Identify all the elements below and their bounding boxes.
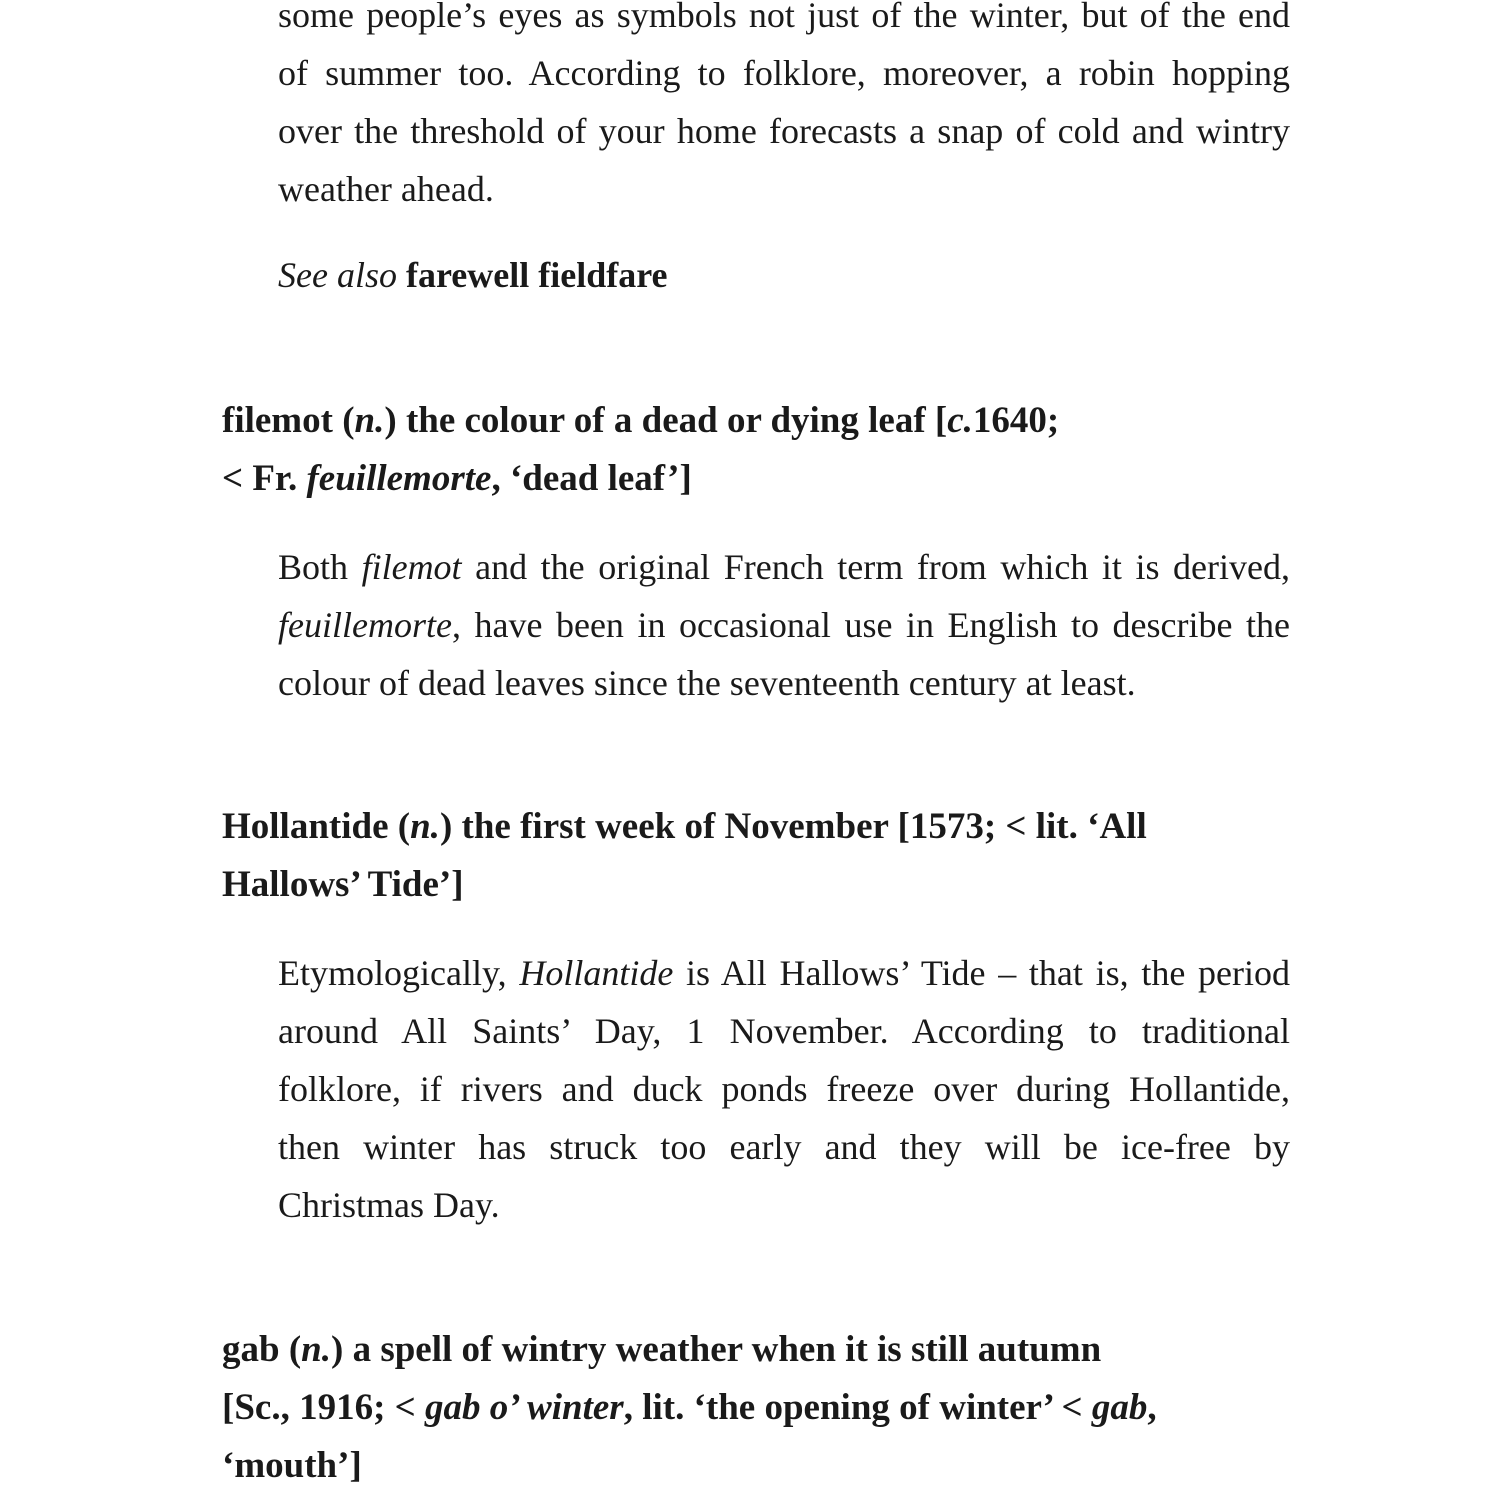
definition: a spell of wintry weather when it is still autumn (352, 1329, 1102, 1370)
headword: gab (222, 1329, 280, 1370)
entry-heading-filemot: filemot (n.) the colour of a dead or dying leaf [c.1640; < Fr. feuillemorte, ‘dead leaf’] (222, 400, 1060, 499)
text-line: Christmas Day. (278, 1185, 500, 1225)
entry-body-filemot (278, 538, 1290, 712)
text-line: then winter has struck too early and they will be ice-free by (278, 1127, 1290, 1167)
etymology-term: feuillemorte (306, 458, 492, 499)
see-also-label: See also (278, 255, 397, 295)
etymology-date: 1640; (972, 400, 1060, 441)
etymology-root: gab (1091, 1387, 1148, 1428)
etymology-gloss-continued: ‘mouth’] (222, 1445, 362, 1486)
text-line: Both filemot and the original French term from which it is derived, (278, 547, 1290, 587)
definition-continued: Hallows’ Tide’] (222, 864, 464, 905)
text-line: colour of dead leaves since the seventeenth century at least. (278, 663, 1136, 703)
text-line: over the threshold of your home forecasts a snap of cold and wintry (278, 111, 1290, 151)
etymology-circa: c. (947, 400, 973, 441)
text-line: around All Saints’ Day, 1 November. According to traditional (278, 1011, 1290, 1051)
continuation-paragraph (278, 0, 1290, 218)
see-also-reference (278, 246, 668, 304)
etymology-gloss: , lit. ‘the opening of winter’ < (623, 1387, 1092, 1428)
definition: the first week of November [1573; < lit. ‘All (461, 806, 1147, 847)
definition: the colour of a dead or dying leaf (405, 400, 926, 441)
text-line: Etymologically, Hollantide is All Hallows’ Tide – that is, the period (278, 953, 1290, 993)
etymology-bracket: [ (934, 400, 948, 441)
etymology-term: gab o’ winter (424, 1387, 624, 1428)
headword: Hollantide (222, 806, 389, 847)
entry-heading-gab: gab (n.) a spell of wintry weather when it is still autumn [Sc., 1916; < gab o’ winter, lit. ‘the opening of winter’ < gab, ‘mouth’] (222, 1321, 1290, 1495)
part-of-speech: n. (410, 806, 440, 847)
text-line: folklore, if rivers and duck ponds freeze over during Hollantide, (278, 1069, 1290, 1109)
part-of-speech: n. (354, 400, 385, 441)
text-line: weather ahead. (278, 169, 494, 209)
headword: filemot (222, 400, 333, 441)
text-line: of summer too. According to folklore, moreover, a robin hopping (278, 53, 1290, 93)
etymology-source: [Sc., 1916; < (222, 1387, 425, 1428)
etymology-source: < Fr. (222, 458, 307, 499)
part-of-speech: n. (301, 1329, 331, 1370)
etymology-gloss: , ‘dead leaf’] (491, 458, 692, 499)
entry-body-hollantide (278, 944, 1290, 1234)
cross-reference-link: farewell fieldfare (405, 255, 668, 295)
text-line: feuillemorte, have been in occasional use in English to describe the (278, 605, 1290, 645)
entry-heading-hollantide: Hollantide (n.) the first week of November [1573; < lit. ‘All Hallows’ Tide’] (222, 798, 1290, 914)
text-line: some people’s eyes as symbols not just of the winter, but of the end (278, 0, 1290, 35)
